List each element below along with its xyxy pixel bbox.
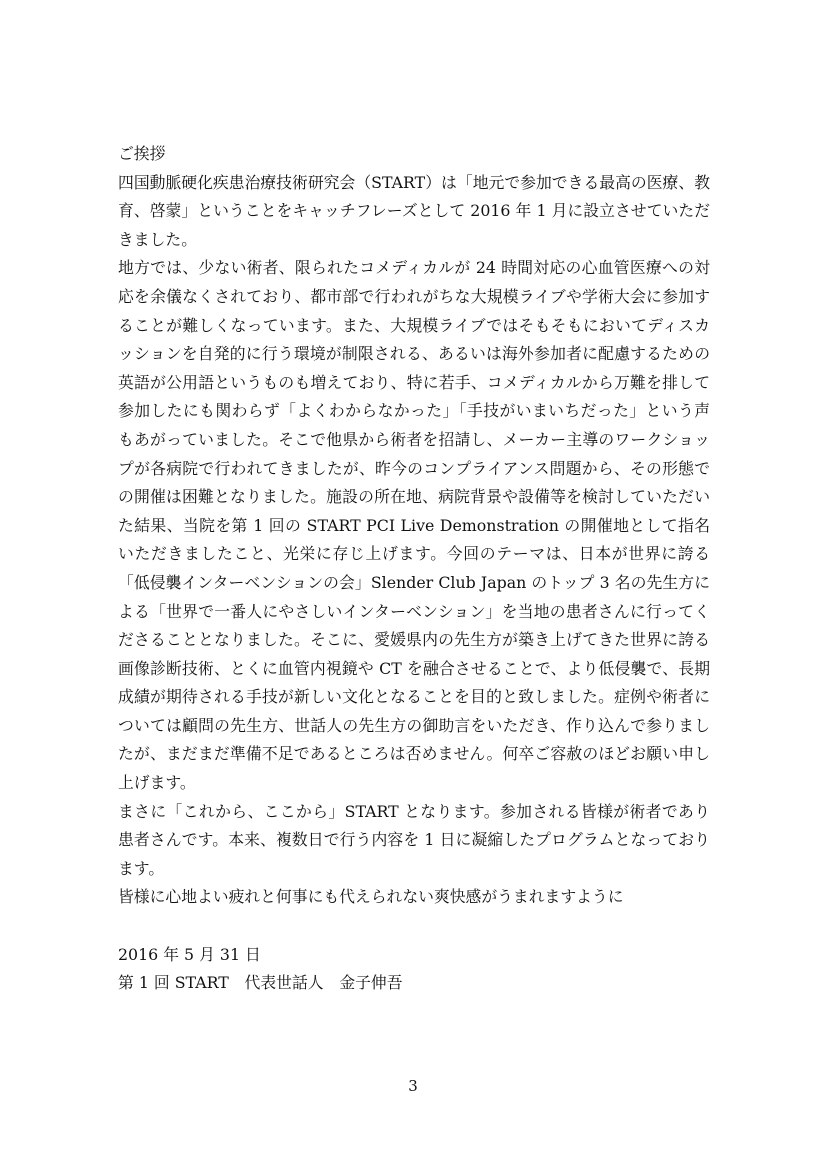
document-body <box>118 140 710 998</box>
signature: 第 1 回 START 代表世話人 金子伸吾 <box>118 973 403 993</box>
page-number: 3 <box>408 1077 418 1095</box>
paragraph-closing: 皆様に心地よい疲れと何事にも代えられない爽快感がうまれますように <box>118 887 624 907</box>
paragraph-intro: 四国動脈硬化疾患治療技術研究会（START）は「地元で参加できる最高の医療、教育、啓蒙」ということをキャッチフレーズとして 2016 年 1 月に設立させていただきました。 <box>118 172 710 249</box>
paragraph-start: まさに「これから、ここから」START となります。参加される皆様が術者であり患者さんです。本来、複数日で行う内容を 1 日に凝縮したプログラムとなっております。 <box>118 801 710 878</box>
blank-line <box>118 912 710 941</box>
paragraph-background: 地方では、少ない術者、限られたコメディカルが 24 時間対応の心血管医療への対応を余儀なくされており、都市部で行われがちな大規模ライブや学術大会に参加することが難しくなっています。また、大規模ライブではそもそもにおいてディスカッションを自発的に行う環境が制限される、あるいは海外参加者に配慮するための英語が公用語というものも増えており、特に若手、コメディカルから万難を排して参加したにも関わらず「よくわからなかった」「手技がいまいちだった」という声もあがっていました。そこで他県から術者を招請し、メーカー主導のワークショップが各病院で行われてきましたが、昨今のコンプライアンス問題から、その形態での開催は困難となりました。施設の所在地、病院背景や設備等を検討していただいた結果、当院を第 1 回の START PCI Live Demonstration の開催地として指名いただきましたこと、光栄に存じ上げます。今回のテーマは、日本が世界に誇る「低侵襲インターベンションの会」Slender Club Japan のトップ 3 名の先生方による「世界で一番人にやさしいインターベンション」を当地の患者さんに行ってくださることとなりました。そこに、愛媛県内の先生方が築き上げてきた世界に誇る画像診断技術、とくに血管内視鏡や CT を融合させることで、より低侵襲で、長期成績が期待される手技が新しい文化となることを目的と致しました。症例や術者については顧問の先生方、世話人の先生方の御助言をいただき、作り込んで参りましたが、まだまだ準備不足であるところは否めません。何卒ご容赦のほどお願い申し上げます。 <box>118 258 710 793</box>
document-date: 2016 年 5 月 31 日 <box>118 944 261 964</box>
greeting-heading: ご挨拶 <box>118 144 166 163</box>
